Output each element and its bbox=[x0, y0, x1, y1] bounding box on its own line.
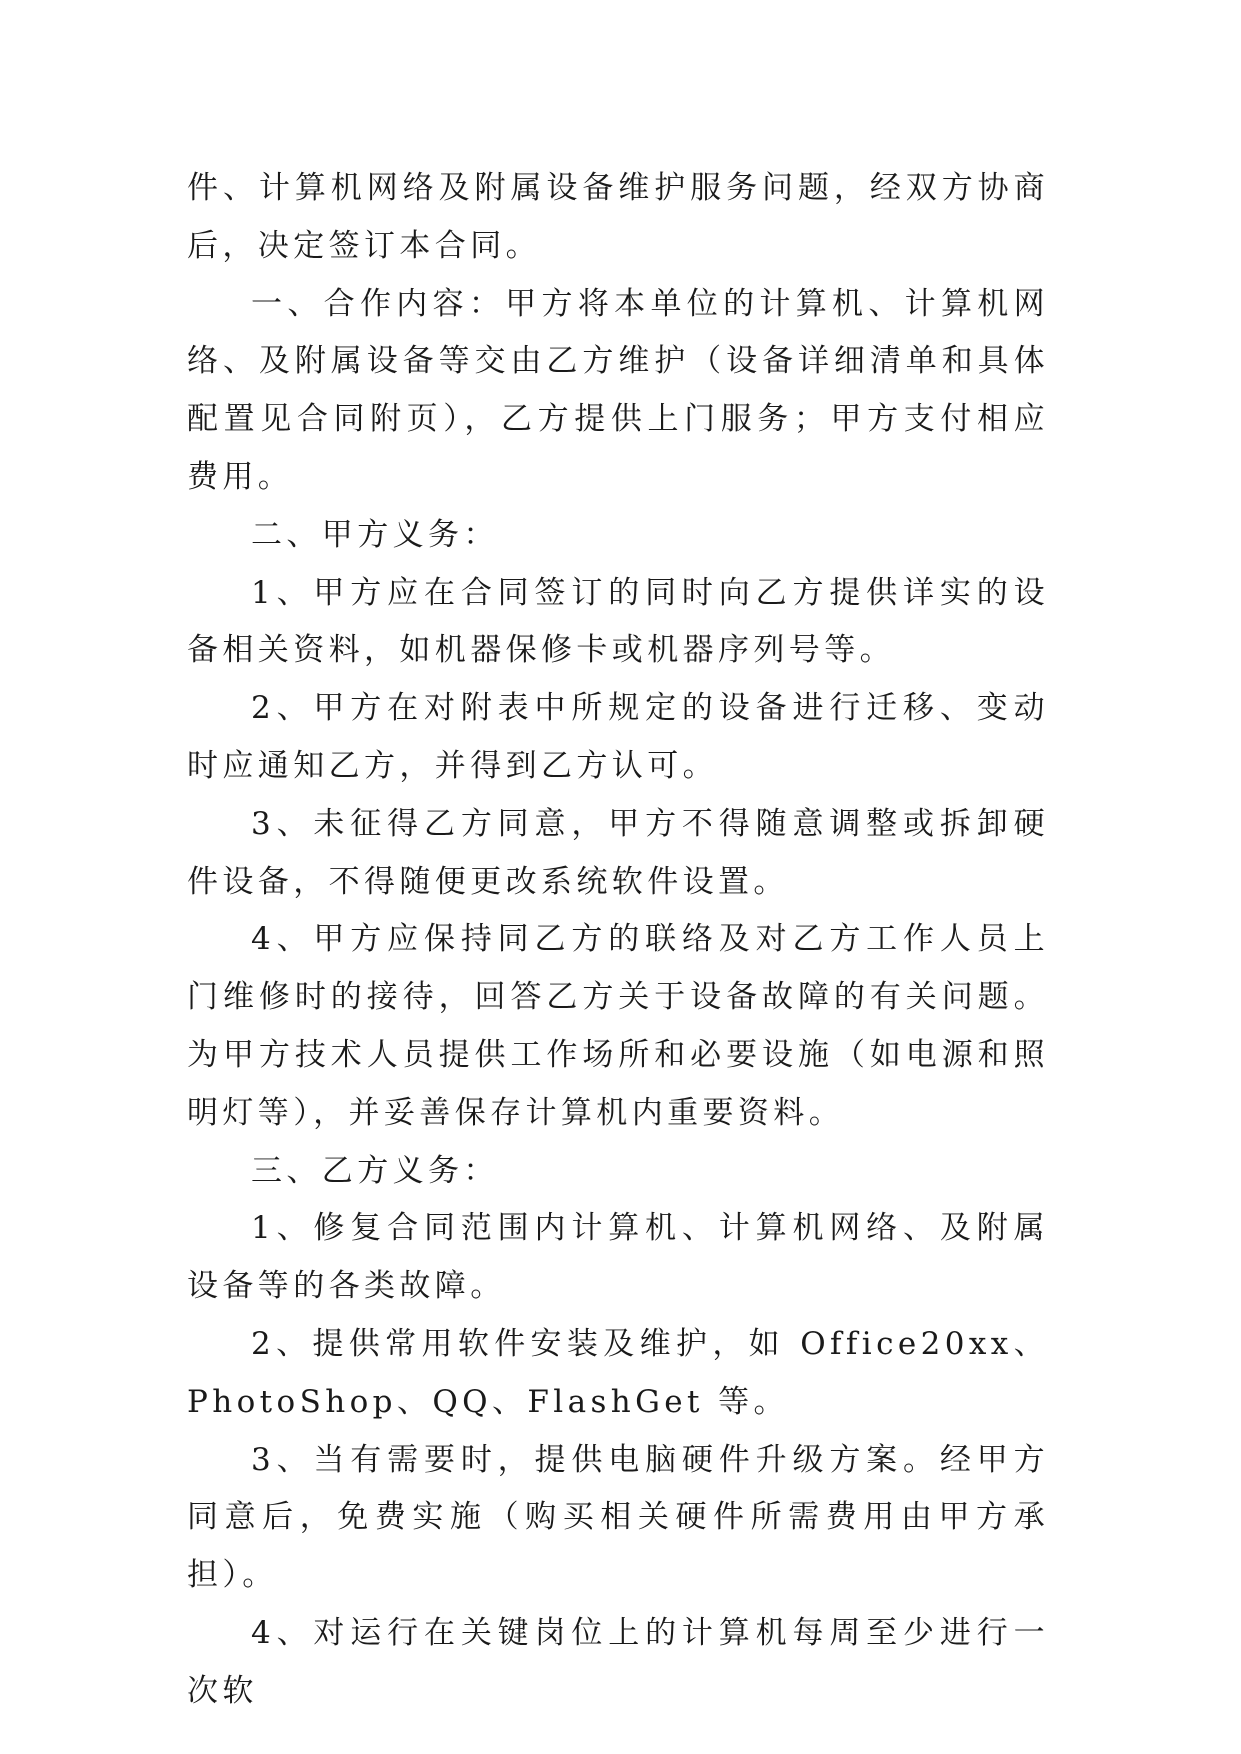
party-a-obligation-2: 2、甲方在对附表中所规定的设备进行迁移、变动时应通知乙方，并得到乙方认可。 bbox=[187, 690, 1049, 784]
paragraph-intro-continuation: 件、计算机网络及附属设备维护服务问题，经双方协商后，决定签订本合同。 bbox=[187, 170, 1049, 264]
party-b-obligation-4: 4、对运行在关键岗位上的计算机每周至少进行一次软 bbox=[187, 1614, 1049, 1709]
section-heading-party-b-obligations: 三、乙方义务： bbox=[251, 1152, 499, 1189]
party-b-obligation-3: 3、当有需要时，提供电脑硬件升级方案。经甲方同意后，免费实施（购买相关硬件所需费用由甲方承担）。 bbox=[187, 1441, 1049, 1594]
paragraph-cooperation-content: 一、合作内容：甲方将本单位的计算机、计算机网络、及附属设备等交由乙方维护（设备详细清单和具体配置见合同附页），乙方提供上门服务；甲方支付相应费用。 bbox=[187, 285, 1049, 495]
section-heading-party-a-obligations: 二、甲方义务： bbox=[251, 516, 499, 553]
document-body bbox=[187, 160, 1049, 1721]
party-b-obligation-2: 2、提供常用软件安装及维护，如 Office20xx、PhotoShop、QQ、FlashGet 等。 bbox=[187, 1325, 1049, 1420]
party-a-obligation-1: 1、甲方应在合同签订的同时向乙方提供详实的设备相关资料，如机器保修卡或机器序列号等。 bbox=[187, 574, 1049, 669]
party-a-obligation-3: 3、未征得乙方同意，甲方不得随意调整或拆卸硬件设备，不得随便更改系统软件设置。 bbox=[187, 805, 1049, 900]
party-a-obligation-4: 4、甲方应保持同乙方的联络及对乙方工作人员上门维修时的接待，回答乙方关于设备故障的有关问题。为甲方技术人员提供工作场所和必要设施（如电源和照明灯等），并妥善保存计算机内重要资料。 bbox=[187, 921, 1049, 1131]
party-b-obligation-1: 1、修复合同范围内计算机、计算机网络、及附属设备等的各类故障。 bbox=[187, 1210, 1049, 1305]
